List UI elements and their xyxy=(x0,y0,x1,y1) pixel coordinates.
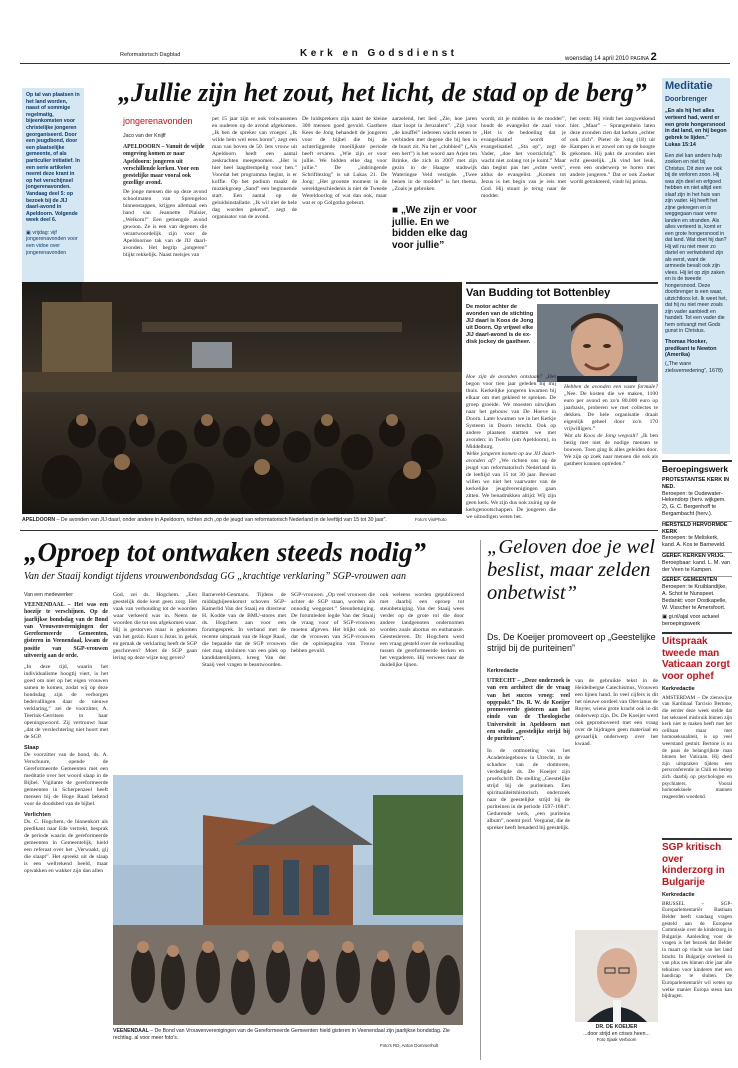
veenendaal-photo-credit: Foto's RD, Anton Dommerholt xyxy=(380,1043,439,1048)
link-icon: ▣ xyxy=(662,614,669,621)
beroepingswerk-title: Beroepingswerk xyxy=(662,460,732,474)
sgp-bulgaria-kicker: Kerkredactie xyxy=(662,892,695,898)
article2-col1 xyxy=(24,602,108,875)
interview-left-col xyxy=(466,374,556,521)
article2-top-rule xyxy=(20,530,658,531)
article2-byline: Van een medewerker xyxy=(24,592,73,598)
beroepingswerk-item-head: GEREF. KERKEN VRIJG. xyxy=(662,552,725,559)
veenendaal-photo-caption xyxy=(113,1028,453,1041)
article1-col4: aarzelend, het lied „Zie, hoe jaren daar loopt in Jeruzalem”. „Zijt voor „de knuffel” iedereen wacht eenen te verbinden met degene die bij hen in de buurt zit. Na het „clubbied” („Als een hert”) is het woord aan Arjen ten Brinke, die zich in 2007 met zijn gezin in de Haagse stadswijk Wateringse Veld vestigde. „Twee benen in de modder” is het thema. „Zoals je gebroken xyxy=(392,116,477,192)
article3-col1 xyxy=(487,678,570,832)
slaap-text: De voorzitter van de bond, ds. A. Verschuure, opende de Gereformeerde Gemeenten met een meditatie over het woord slaap in de Bijbel. Vigilante de gereformeerde gemeenten in Scherpenzeel heeft mensen bij de Hoge Raad bekend voor de doodsbed van de bijbel. xyxy=(24,752,108,808)
verlichten-subhead: Verlichten xyxy=(24,812,51,819)
article3-col1-text: In de ontmoeting van het Academiegebouw in Utrecht, in de schaduw van de domtoren, verdedigde ds. De Koeijer zijn proefschrift. De stelling „Geestelijke strijd bij de puriteinen. Een spiritualiteitshistorisch onderzoek naar de geestelijke strijd bij de puriteinen in de periode 1597-1684”. Gedurende werk, „een puriteins album”, noemt prof. Vergunst, die de spreker heeft benaderd bij geestelijk. xyxy=(487,747,570,831)
interview-q2: Welke jongeren komen op uw JIJ daarl-avonden af? xyxy=(466,451,556,464)
caption-city: VEENENDAAL xyxy=(113,1028,149,1034)
beroepingswerk-item-head: GEREF. GEMEENTEN xyxy=(662,577,718,584)
beroepingswerk-item-head: HERSTELD HERVORMDE KERK xyxy=(662,521,728,535)
header-page-number: 2 xyxy=(650,51,657,63)
article2-col2: God, zei ds. Hogchem. „Een geestelijk dode kent geen zorg. Het vaak van verhouding tot de woorden waar verkeerd was in. Neem de woorden die tot ons afgekomen waar. Hij is gestorven maar is gekomen van het gezin. Kunt u Jezus in geluk en gemak de verklaring heeft de SGP geschreven? Moet de SGP gaan lering op deze wijze nog geven? xyxy=(113,592,197,661)
meditatie-author: Thomas Hooker, xyxy=(665,338,707,345)
slaap-subhead: Slaap xyxy=(24,745,39,752)
article2-col1-text: „In deze tijd, waarin het individualisme hoogtij viert, is het goed om niet op het eigen vrouwen samen te komen, zodat wij op deze bondsdag zijn de verborgen bedevallingen daar de nieuwe verklaring,” zei de voorzitter, A. Teerink-Gerritsen in haar openingswoord. Zij vertrouwt haar „dat de verslechtering niet hoort met de SGP. xyxy=(24,664,108,741)
article1-kicker: jongerenavonden xyxy=(123,116,193,126)
interview-right-col xyxy=(564,384,658,468)
meditatie-box xyxy=(662,78,730,454)
veenendaal-photo-image xyxy=(113,775,463,1025)
meditatie-title: Meditatie xyxy=(665,80,713,92)
sgp-bulgaria-text: BRUSSEL – SGP-Europarlementariër Bastiaan Belder heeft vandaag vragen gesteld aan de Europese Commissie over de kinderzorg in Bulgarije. Aanleiding voor de vragen is het bezoek dat Belder in maart op vlucht van het land bracht. In Bulgarije overleed in van plus zes binnen drie jaar alle tehuizen voor kinderen met een handicap te sluiten. De Europarlementariër wil weten op welke manier Europa steun kan bijdragen. xyxy=(662,900,732,1000)
interview-q4: Wat als Koos de Jong wegvalt? xyxy=(564,433,639,439)
beroepingswerk-item-head: PROTESTANTSE KERK IN NED. xyxy=(662,477,729,490)
header-page-label: PAGINA xyxy=(630,56,649,62)
article2-col5: ook weleens worden gepubliceerd met daarbij een oproep tot steunbetuiging. Van der Staaij wees verder op de grote rol die door andere landgenoten ondernomen worden zoals abortus en euthanasie. Geestesleven. Dr. Hogchem werd een vraag gesteld over de verhouding tussen de gereformeerde kerken en het vergaderen. Hij verwees naar de duidelijke lijnen. xyxy=(380,592,464,668)
article1-col5: wordt, zit je midden in de modder”, houdt de evangelist de zaal voor. „Het is de bedoeling dat je evangelisatief wordt of evangelisatief. „Sta op”, zegt de Vader, „doe het voorzichtig”. Ik wacht niet zolang tot je komt.” Maar dan begint pas het „echte werk”, aldus de evangelist. „Komen tot Jezus is het begin van je reis met God. Hij stuurt je terug naar de modder. xyxy=(481,116,566,199)
veenendaal-photo xyxy=(113,775,463,1025)
article1-col1: De jonge mensen die op deze avond schoolmaten van Sprengeloo binnenstappen, krijgen allemaal een hand van Jeannette Plaisier, „Welkom!” Een gemengde avond gewoon. Ze is een van degenen die verantwoordelijk zijn voor de Apeldoornse tak van de JIJ daarl-avonden. Het begrip „jongeren” blijkt rekkelijk. Naast meisjes van xyxy=(123,189,207,258)
article2-headline: „Oproep tot ontwaken steeds nodig” xyxy=(24,537,427,567)
interview-a1: „Het begon voor tien jaar geleden bij mij thuis. Kerkelijke jongeren kwamen bij elkaar om met gekleed te spreken. De groep groeide. We moesten uitwijken naar het gebouw van De Hoeve in Doorn. Later kwamen we in het Kerkje Systeem in Doorn terecht. Ook op andere plaatsen startten we met avonden: in Twello (om Apeldoorn), in Middelburg. xyxy=(466,374,556,450)
article1-col6: het centr. Hij vindt het zorgwekkend hier. „Maar” – Sprangenhein laten deze avonden zien dat kerken „echter ook zich”. Pieter de Jong (18) uit Kampen is er zowel om op de hoogte gekomen. Hij pakt de avonden niet echt geestelijk. „Ik vind het leuk, even een onderwerp te horen met andere jongeren.” Dat er ook Zoeker wordt getrakteerd, vindt hij prima. xyxy=(570,116,655,185)
beroepingswerk-item-text: Beroepen: te Meliskerk, kand. A. Kos te Barneveld. xyxy=(662,535,726,549)
meditatie-verse: „En als hij het alles verteerd had, werd er een grote hongersnood in dat land, en hij begon gebrek te lijden.” xyxy=(665,108,727,142)
article3-divider xyxy=(480,540,481,1060)
article1-pull-quote xyxy=(392,205,477,251)
interview-title: Van Budding tot Bottenbley xyxy=(466,287,611,299)
article1-intro: APELDOORN – Vanuit de wijde omgeving komen ze naar Apeldoorn: jongeren uit verschillende kerken. Voor een geestelijke maar vooral ook gezellige avond. xyxy=(123,144,205,187)
interview-box xyxy=(466,282,658,525)
apeldoorn-photo-image xyxy=(22,282,462,514)
sgp-bulgaria-article xyxy=(662,838,732,1000)
beroepingswerk-item-text: Beroepen: te Kruiblandijke, A. Schot te Nunspeet. Bedankt: voor Oostkapelle, W. Visscher te Amersfoort. xyxy=(662,584,727,611)
dekoeijer-caption-sub: ...door strijd en crises heen... xyxy=(583,1030,650,1037)
interview-portrait-image xyxy=(537,304,658,382)
interview-q1: Hoe zijn de avonden ontstaan? xyxy=(466,374,543,380)
apeldoorn-photo-caption xyxy=(22,517,422,524)
article3-subhead: Ds. De Koeijer promoveert op „Geestelijke strijd bij de puriteinen” xyxy=(487,632,656,653)
header-paper-name: Reformatorisch Dagblad xyxy=(120,52,181,58)
verlichten-text: Ds. C. Hogchem, de binnenkort als predikant naar Ede vertrekt, besprak de periode waarin de gereformeerde gemeenten in Gemeentelijk, hield een referaat over het „Verwaakt, gij die slaapt”. Het spreekt uit de slaap is een wellrekend beeld, maar opwakken en wakker zijn dan allen xyxy=(24,819,108,875)
dekoeijer-portrait xyxy=(575,930,658,1022)
beroepingswerk-item xyxy=(662,521,732,549)
header-rule xyxy=(20,63,730,64)
caption-text: – De avonden van JIJ daarl, onder andere in Apeldoorn, richten zich „op de jeugd van reformatorisch Nederland in de leeftijd van 15 tot 30 jaar”. xyxy=(56,517,387,523)
article3-intro: UTRECHT – „Deze onderzoek is van een architect die de vraag van het succes vroeg: veel opgepakt.” Ds. R. W. de Koeijer promoveerde gisteren aan het einde van de Theologische Universiteit in Apeldoorn met een studie „geestelijke strijd bij de puriteinen”. xyxy=(487,678,570,743)
dekoeijer-caption xyxy=(575,1024,658,1044)
vatican-text: AMSTERDAM – De zienswijze van Kardinaal Tarcisio Bertone, die eerder deze week stelde dat het seksueel misbruik binnen zijn kerk niet te maken heeft met het celibaat maar met homoseksualiteit, is op veel weerstand gestuit. Bertone is nu de paus de belangrijkste man binnen het Vaticaan. Hij deed zijn uitspraken tijdens een persconferentie in Chili en beriep zich daarbij op psychologen en psychiaters. Vooral homoseksuele mannen reageerden woedend. xyxy=(662,694,732,800)
dekoeijer-portrait-image xyxy=(575,930,658,1022)
quote-text: „We zijn er voor jullie. En we bidden elke dag voor jullie” xyxy=(392,205,477,251)
meditatie-source: („The ware zielsvernedering”, 1678) xyxy=(665,361,723,374)
article1-byline: Jaco van der Knijff xyxy=(123,133,166,139)
article1-headline: „Jullie zijn het zout, het licht, de stad op de berg” xyxy=(118,78,647,107)
beroepingswerk-item xyxy=(662,576,732,611)
caption-city: APELDOORN xyxy=(22,517,56,523)
beroepingswerk-item xyxy=(662,552,732,573)
meditatie-subtitle: Doorbrenger xyxy=(665,96,708,103)
quote-bullet: ■ xyxy=(392,205,399,216)
article1-col3: De luidsprekers zijn naast de kleine 300 mensen goed gevuld. Gasthere Kees de Jong behandelt de jongeren voor de bijbel die bij de achterliggende moeilijkste periode heeft ervaren. „Wie zijn er voor jullie. We bidden elke dag voor jullie.” De „indringende Schriftlezing” is uit Lukas 21. De Jong: „Het grootste moment in de wereldgeschiedenis is niet de Tweede Wereldoorlog of wat dan ook, maar wat er op Golgotha gebeurt. xyxy=(302,116,387,206)
interview-a2: „We richten ons op de jeugd van reformatorisch Nederland in de leeftijd van 15 tot 30 jaar. Bewust willen we niet het vaarwater van de kerkelijke jeugdverenigingen gaan zitten. We benadrukken altijd: Wij zijn geen kerk. We zijn dus ook zuinig op de kerkgenootschappen. De jongeren die we uitnodigen weten het. xyxy=(466,458,556,520)
dekoeijer-photo-credit: Foto Sjaak Verboom xyxy=(596,1037,637,1042)
article3-col2: van de gebruikte tekst in de Heidelbergse Catechismus, Vrouwen een lijnen hand. In veel cijfers is dit het nieuwe oordeel van Olevianus de Ruyter, wiens grote kracht ook in dit onderwerp zijn. Ds. De Koeijer werd ook gepromoveerd met een vraag over de bijdragen geen materiaal en gevaarlijk onderwerp over het kwaad. xyxy=(575,678,658,747)
interview-q3: Hebben de avonden een vaste formule? xyxy=(564,384,658,390)
article2-intro: VEENENDAAL – Het was een hoezije te verschijnen. Op de jaarlijkse bondsdag van de Bond van Vrouwenverenigingen der Gereformeerde Gemeenten, gisteren in Veenendaal, kwam de positie van SGP-vrouwen uitvoerig aan de orde. xyxy=(24,602,108,660)
article2-col3: Barneveld-Genmans. Tijdens de middagbijeenkomst schoven SGP-Kamerlid Van der Staaij en directeur H. Kodde van de BMU-stores met ds. Hogchem aan voor een forumgesprek. In verband met de recente uitspraak van de Hoge Raad, die bepaalde dat de SGP vrouwen niet mag uitsluiten van een plek op kandidatenlijsten, kreeg Van der Staaij veel vragen te beantwoorden. xyxy=(202,592,286,668)
article3-kicker: Kerkredactie xyxy=(487,668,519,674)
article3-headline: „Geloven doe je wel beslist, maar zelden onbetwist” xyxy=(487,536,655,604)
article2-subhead: Van der Staaij kondigt tijdens vrouwenbondsdag GG „krachtige verklaring” SGP-vrouwen aan xyxy=(24,571,406,582)
meditatie-author-note: predikant te Newton (Amerika) xyxy=(665,345,717,359)
sgp-bulgaria-headline: SGP kritisch over kinderzorg in Bulgarije xyxy=(662,838,732,888)
interview-a3: „Nee. De kosten die we maken, 1100 euro per avond en zo'n 80.000 euro op jaarbasis, proberen we met collectes te dekken. De hele organisatie draait eigenlijk geheel door zo'n 170 vrijwilligers.” xyxy=(564,391,658,432)
apeldoorn-photo xyxy=(22,282,462,514)
interview-intro: De motor achter de avonden van de stichting JIJ daarl is Koos de Jong uit Doorn. Op vrijwel elke JIJ daarl-avond is de ex-disk jockey de gastheer. xyxy=(466,304,534,346)
dekoeijer-caption-name: DR. DE KOEIJER xyxy=(595,1024,638,1030)
article2-col4: SGP-vrouwen. „Op veel vrouwen die achter de SGP staan, worden als onnodig weggezet.” Steunbetuiging. De forumleden legde Van der Staaij de vraag voor of SGP-vrouwen moeten afgeven. Het blijkt ook zo dat de vrouwen van SGP-vrouwen die de opiniepagina van Trouw hebben gevuld. xyxy=(291,592,375,654)
play-icon: ▣ xyxy=(26,229,33,236)
caption-text: – De Bond van Vrouwenverenigingen van de Gereformeerde Gemeenten hield gisteren in Veenendaal zijn jaarlijkse bondsdag. Zie rechtlag. al voor meer foto's. xyxy=(113,1028,450,1041)
interview-portrait xyxy=(537,304,658,382)
apeldoorn-photo-credit: Foto's VisiPhoto xyxy=(415,517,447,522)
beroepingswerk-link-text: gi.nl/ajal voor actueel beroepingswerk xyxy=(662,614,720,628)
series-info-box xyxy=(22,88,84,308)
article1-col2: per 15 jaar zijn er ook volwassenen en ouderen op de avond afgekomen. „Ik ben de spreker van vroeger. „Ik wilde hem wel eens horen”, zegt een man van boven de 50. Iets vrouw uit Apeldoorn heeft een aantal zeskrachten meegenomen. „Het is hier heel laagdrempelig voor hen.” Voordat het programma begint, is er koffie. Op het podium maakt de muziekgroep „Sand” een beginnende start. Een aantal op de geluidsinstallatie. „Ik wil niet de hele dag worden gekend”, zegt de organisator van de avond. xyxy=(212,116,297,220)
beroepingswerk-item-text: Beroepen: te Oudewater-Hekendorp (herv. wijkgem. 2), G. C. Bergenhoff te Bergambacht (herv.). xyxy=(662,490,726,517)
vatican-kicker: Kerkredactie xyxy=(662,686,695,692)
interview-a4: „Ik ben bezig met niet de nodige mensen te bouwen. Toen ging ik alles geleiden door. We zijn op zoek naar mensen die ook als gastheer kunnen optreden.” xyxy=(564,433,659,467)
meditatie-body: Een ziel kan anders hulp zoeken en niet bij Christus. Dit zien we ook bij de verloren zoon. Hij was zijn deel en erfgoed hebben en niet altijd een slaaf zijn in het huis van zijn vader. Hij heeft het zijne gekregen en is weggegaan naar verre landen en stranden. Als alles verteerd is, komt er een grote hongersnood in dat land. Wat doet hij dan? Hij wil nu niet meer zo dartel en verkwistend zijn als eerst, want de armoede bevalt ook zijn vlees. Hij let op zijn zaken en is de tweede hongersnood. Deze doorbrenger is een waar, uitzichtloos lot. Ik weet het, dat hij nu niet meer zoals zijn vader aanbiedt en handelt. Tot een vader die hem ontvangt met Gods gunst in Christus. xyxy=(665,152,727,335)
meditatie-verse-ref: Lukas 15:14 xyxy=(665,141,696,148)
series-info-text: Op tal van plaatsen in het land worden, naast of sommige regelmatig, bijeenkomsten voor christelijke jongeren georganiseerd. Door een jeugdbond, door een plaatselijke gemeente, of als particulier initiatief. In een serie artikelen neemt deze krant in op het verschijnsel jongerenavonden. Vandaag deel 5: op bezoek bij de JIJ daarl-avond in Apeldoorn. Volgende week deel 6. xyxy=(26,92,80,224)
header-section: Kerk en Godsdienst xyxy=(300,48,458,59)
beroepingswerk-box xyxy=(662,460,732,628)
beroepingswerk-link[interactable] xyxy=(662,614,732,628)
vatican-article xyxy=(662,632,732,800)
vatican-headline: Uitspraak tweede man Vaticaan zorgt voor ophef xyxy=(662,632,732,682)
header-date-text: woensdag 14 april 2010 xyxy=(565,56,629,62)
beroepingswerk-item-text: Beroepbaar: kand. L. M. van der Veen te Kampen. xyxy=(662,559,731,573)
series-info-link-text: vrijdag: vijf jongerenavonden voor een vidoe over jongerenavonden xyxy=(26,229,78,256)
header-date xyxy=(565,51,657,63)
beroepingswerk-item xyxy=(662,477,732,518)
series-info-link[interactable] xyxy=(26,230,80,256)
